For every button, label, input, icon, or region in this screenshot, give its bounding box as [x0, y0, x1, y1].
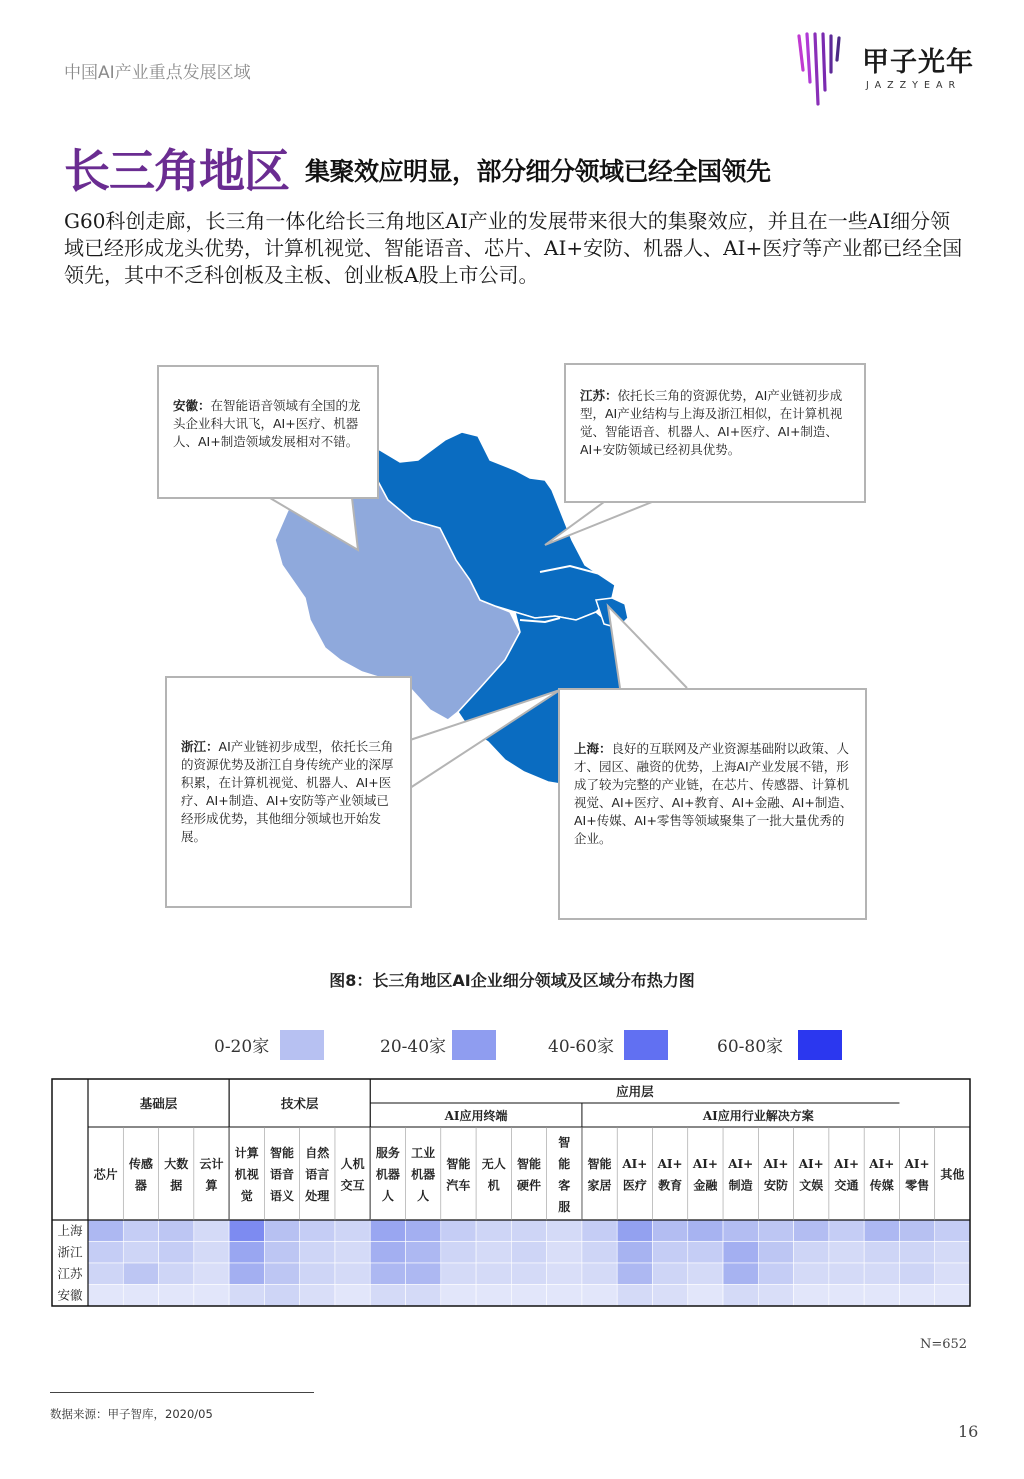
heatmap-cell — [123, 1263, 158, 1285]
heatmap-cell — [899, 1285, 934, 1307]
heatmap-cell — [335, 1220, 370, 1242]
callout-jiangsu-sep: ： — [605, 388, 618, 403]
column-header: 智能 — [446, 1156, 471, 1171]
sample-size-note: N=652 — [920, 1337, 968, 1352]
row-label: 上海 — [57, 1223, 83, 1238]
heatmap-cell — [123, 1285, 158, 1307]
data-source: 数据来源：甲子智库，2020/05 — [50, 1407, 213, 1421]
intro-paragraph: G60科创走廊，长三角一体化给长三角地区AI产业的发展带来很大的集聚效应，并且在一些AI细分领域已经形成龙头优势，计算机视觉、智能语音、芯片、AI+安防、机器人、AI+医疗等产业都已经全国领先，其中不乏科创板及主板、创业板A股上市公司。 — [64, 209, 963, 287]
column-header: 服 — [558, 1199, 571, 1214]
heatmap-cell — [794, 1285, 829, 1307]
callout-anhui-name: 安徽 — [173, 398, 199, 413]
footnote-rule — [50, 1392, 314, 1393]
column-header: 交通 — [834, 1178, 859, 1193]
heatmap-cell — [547, 1285, 582, 1307]
column-header: AI+ — [904, 1156, 930, 1171]
heatmap-cell — [159, 1242, 194, 1264]
figure-title: 图8：长三角地区AI企业细分领域及区域分布热力图 — [329, 971, 695, 990]
column-header: 传感 — [128, 1156, 153, 1171]
column-header: AI+ — [657, 1156, 683, 1171]
heatmap-cell — [335, 1242, 370, 1264]
column-header: 人机 — [340, 1156, 365, 1171]
heatmap-cell — [511, 1263, 546, 1285]
column-header: AI+ — [763, 1156, 789, 1171]
legend-label-20-40: 20-40家 — [380, 1037, 447, 1057]
heatmap-cell — [723, 1220, 758, 1242]
callout-zhejiang-text: AI产业链初步成型，依托长三角的资源优势及浙江自身传统产业的深厚积累，在计算机视觉、机器人、AI+医疗、AI+制造、AI+安防等产业领域已经形成优势，其他细分领域也开始发展。 — [181, 739, 394, 844]
heatmap-cell — [547, 1220, 582, 1242]
heatmap-cell — [441, 1263, 476, 1285]
heatmap-cell — [864, 1242, 899, 1264]
heatmap-cell — [264, 1242, 299, 1264]
heatmap-cell — [476, 1263, 511, 1285]
heatmap-cell — [229, 1285, 264, 1307]
column-header: 大数 — [164, 1156, 189, 1171]
heatmap-cell — [159, 1220, 194, 1242]
column-header: 人 — [381, 1189, 394, 1203]
column-header: 芯片 — [93, 1167, 118, 1182]
heatmap-cell — [758, 1285, 793, 1307]
legend-label-0-20: 0-20家 — [214, 1037, 270, 1057]
heatmap-cell — [88, 1263, 123, 1285]
column-header: 器 — [134, 1178, 147, 1193]
section-header: 中国AI产业重点发展区域 — [64, 63, 251, 83]
callout-shanghai-sep: ： — [599, 741, 612, 756]
heatmap-cell — [88, 1285, 123, 1307]
heatmap-cell — [441, 1242, 476, 1264]
column-header: 家居 — [587, 1178, 612, 1193]
group-header: 基础层 — [139, 1096, 178, 1111]
heatmap-cell — [582, 1220, 617, 1242]
heatmap-cell — [899, 1242, 934, 1264]
column-header: AI+ — [798, 1156, 824, 1171]
heatmap-cell — [194, 1242, 229, 1264]
column-header: 硬件 — [516, 1178, 542, 1193]
column-header: 文娱 — [799, 1178, 824, 1193]
heatmap-cell — [476, 1285, 511, 1307]
heatmap-cell — [370, 1220, 405, 1242]
callout-jiangsu-text: 依托长三角的资源优势，AI产业链初步成型，AI产业结构与上海及浙江相似，在计算机视觉、智能语音、机器人、AI+医疗、AI+制造、AI+安防领域已经初具优势。 — [580, 388, 843, 457]
column-header: 工业 — [411, 1146, 436, 1160]
column-header: 其他 — [940, 1167, 965, 1182]
column-header: 机视 — [234, 1167, 259, 1182]
column-header: 服务 — [375, 1146, 400, 1160]
subgroup-header: AI应用终端 — [444, 1109, 508, 1123]
subgroup-header: AI应用行业解决方案 — [702, 1109, 814, 1123]
heatmap-cell — [688, 1285, 723, 1307]
heatmap-cell — [582, 1285, 617, 1307]
heatmap-cell — [406, 1263, 441, 1285]
column-header: 机 — [487, 1178, 500, 1193]
heatmap-cell — [582, 1242, 617, 1264]
heatmap-cell — [264, 1220, 299, 1242]
column-header: 医疗 — [622, 1178, 647, 1193]
logo-name: 甲子光年 — [862, 47, 974, 78]
column-header: AI+ — [622, 1156, 648, 1171]
column-header: 交互 — [340, 1178, 365, 1193]
heatmap-cell — [547, 1263, 582, 1285]
heatmap-cell — [864, 1263, 899, 1285]
heatmap-cell — [794, 1263, 829, 1285]
heatmap-cell — [123, 1220, 158, 1242]
heatmap-cell — [652, 1242, 687, 1264]
column-header: 觉 — [240, 1189, 253, 1203]
column-header: 处理 — [305, 1189, 330, 1203]
heatmap-cell — [476, 1220, 511, 1242]
heatmap-cell — [370, 1242, 405, 1264]
column-header: 安防 — [763, 1178, 788, 1193]
page-number: 16 — [958, 1422, 979, 1441]
heatmap-cell — [300, 1285, 335, 1307]
heatmap-cell — [688, 1242, 723, 1264]
heatmap-cell — [652, 1220, 687, 1242]
logo-subtitle: JAZZYEAR — [866, 80, 962, 91]
column-header: 智能 — [587, 1156, 612, 1171]
callout-jiangsu-name: 江苏 — [580, 388, 606, 403]
column-header: 语音 — [270, 1167, 295, 1182]
heatmap-cell — [617, 1220, 652, 1242]
heatmap-cell — [899, 1263, 934, 1285]
heatmap-cell — [829, 1285, 864, 1307]
callout-shanghai-text: 良好的互联网及产业资源基础附以政策、人才、园区、融资的优势，上海AI产业发展不错，形成了较为完整的产业链，在芯片、传感器、计算机视觉、AI+医疗、AI+教育、AI+金融、AI+制造、AI+传媒、AI+零售等领域聚集了一批大量优秀的企业。 — [574, 741, 853, 846]
heatmap-cell — [758, 1263, 793, 1285]
callout-shanghai-name: 上海 — [574, 741, 600, 756]
column-header: 算 — [205, 1178, 218, 1193]
heatmap-cell — [723, 1285, 758, 1307]
callout-anhui-text: 在智能语音领域有全国的龙头企业科大讯飞，AI+医疗、机器人、AI+制造领域发展相对不错。 — [173, 398, 361, 449]
heatmap-cell — [264, 1285, 299, 1307]
group-header: 技术层 — [280, 1096, 319, 1111]
heatmap-cell — [300, 1220, 335, 1242]
heatmap-cell — [229, 1263, 264, 1285]
heatmap-cell — [794, 1220, 829, 1242]
heatmap-cell — [829, 1220, 864, 1242]
heatmap-cell — [370, 1285, 405, 1307]
heatmap-cell — [511, 1242, 546, 1264]
heatmap-cell — [159, 1285, 194, 1307]
callout-anhui-sep: ： — [198, 398, 211, 413]
heatmap-cell — [88, 1242, 123, 1264]
column-header: 零售 — [905, 1178, 930, 1193]
column-header: AI+ — [692, 1156, 718, 1171]
heatmap-cell — [723, 1263, 758, 1285]
column-header: 语义 — [270, 1189, 295, 1203]
heatmap-cell — [194, 1263, 229, 1285]
group-header: 应用层 — [616, 1084, 654, 1099]
heatmap-cell — [935, 1220, 970, 1242]
heatmap-cell — [935, 1263, 970, 1285]
heatmap-cell — [300, 1263, 335, 1285]
heatmap-cell — [229, 1242, 264, 1264]
heatmap-cell — [758, 1242, 793, 1264]
heatmap-cell — [723, 1242, 758, 1264]
heatmap-cell — [300, 1242, 335, 1264]
heatmap-cell — [758, 1220, 793, 1242]
heatmap-cell — [864, 1220, 899, 1242]
heatmap-cell — [688, 1220, 723, 1242]
heatmap-cell — [899, 1220, 934, 1242]
row-label: 江苏 — [57, 1266, 83, 1281]
column-header: 机器 — [375, 1167, 400, 1182]
heatmap-cell — [688, 1263, 723, 1285]
column-header: 传媒 — [869, 1178, 894, 1193]
column-header: 智 — [558, 1135, 571, 1150]
column-header: 客 — [558, 1178, 571, 1193]
column-header: 教育 — [658, 1178, 683, 1193]
column-header: 金融 — [693, 1178, 718, 1193]
page-subtitle: 集聚效应明显，部分细分领域已经全国领先 — [305, 157, 771, 186]
column-header: 机器 — [411, 1167, 436, 1182]
column-header: 智能 — [270, 1146, 295, 1160]
heatmap-cell — [617, 1263, 652, 1285]
heatmap-cell — [829, 1263, 864, 1285]
column-header: 自然 — [305, 1146, 330, 1160]
page-title: 长三角地区 — [64, 144, 289, 198]
heatmap-cell — [652, 1285, 687, 1307]
heatmap-cell — [935, 1285, 970, 1307]
heatmap-cell — [547, 1242, 582, 1264]
column-header: 汽车 — [446, 1178, 471, 1193]
column-header: 无人 — [481, 1156, 506, 1171]
heatmap-cell — [617, 1285, 652, 1307]
callout-zhejiang-sep: ： — [206, 739, 219, 754]
column-header: 据 — [170, 1178, 183, 1193]
heatmap-cell — [406, 1220, 441, 1242]
callout-zhejiang-name: 浙江 — [181, 739, 207, 754]
legend-label-60-80: 60-80家 — [717, 1037, 784, 1057]
column-header: 智能 — [516, 1156, 542, 1171]
heatmap-cell — [511, 1220, 546, 1242]
heatmap-cell — [441, 1285, 476, 1307]
heatmap-cell — [335, 1263, 370, 1285]
column-header: 能 — [558, 1156, 571, 1171]
heatmap-cell — [652, 1263, 687, 1285]
row-label: 安徽 — [57, 1287, 83, 1303]
heatmap-cell — [582, 1263, 617, 1285]
heatmap-cell — [159, 1263, 194, 1285]
heatmap-cell — [794, 1242, 829, 1264]
column-header: 计算 — [234, 1146, 259, 1160]
heatmap-cell — [829, 1242, 864, 1264]
heatmap-cell — [264, 1263, 299, 1285]
row-label: 浙江 — [57, 1244, 83, 1260]
heatmap-cell — [476, 1242, 511, 1264]
column-header: AI+ — [834, 1156, 860, 1171]
heatmap-cell — [441, 1220, 476, 1242]
heatmap-cell — [123, 1242, 158, 1264]
column-header: AI+ — [728, 1156, 754, 1171]
heatmap-cell — [864, 1285, 899, 1307]
heatmap-cell — [617, 1242, 652, 1264]
heatmap-cell — [406, 1242, 441, 1264]
heatmap-cell — [935, 1242, 970, 1264]
heatmap-cell — [194, 1220, 229, 1242]
heatmap-cell — [511, 1285, 546, 1307]
heatmap-cell — [88, 1220, 123, 1242]
heatmap-cell — [194, 1285, 229, 1307]
column-header: 人 — [417, 1189, 430, 1203]
column-header: 语言 — [305, 1167, 330, 1182]
column-header: AI+ — [869, 1156, 895, 1171]
heatmap-cell — [406, 1285, 441, 1307]
heatmap-cell — [229, 1220, 264, 1242]
column-header: 制造 — [728, 1178, 753, 1193]
legend-label-40-60: 40-60家 — [548, 1037, 615, 1057]
heatmap-cell — [335, 1285, 370, 1307]
heatmap-cell — [370, 1263, 405, 1285]
column-header: 云计 — [199, 1156, 224, 1171]
